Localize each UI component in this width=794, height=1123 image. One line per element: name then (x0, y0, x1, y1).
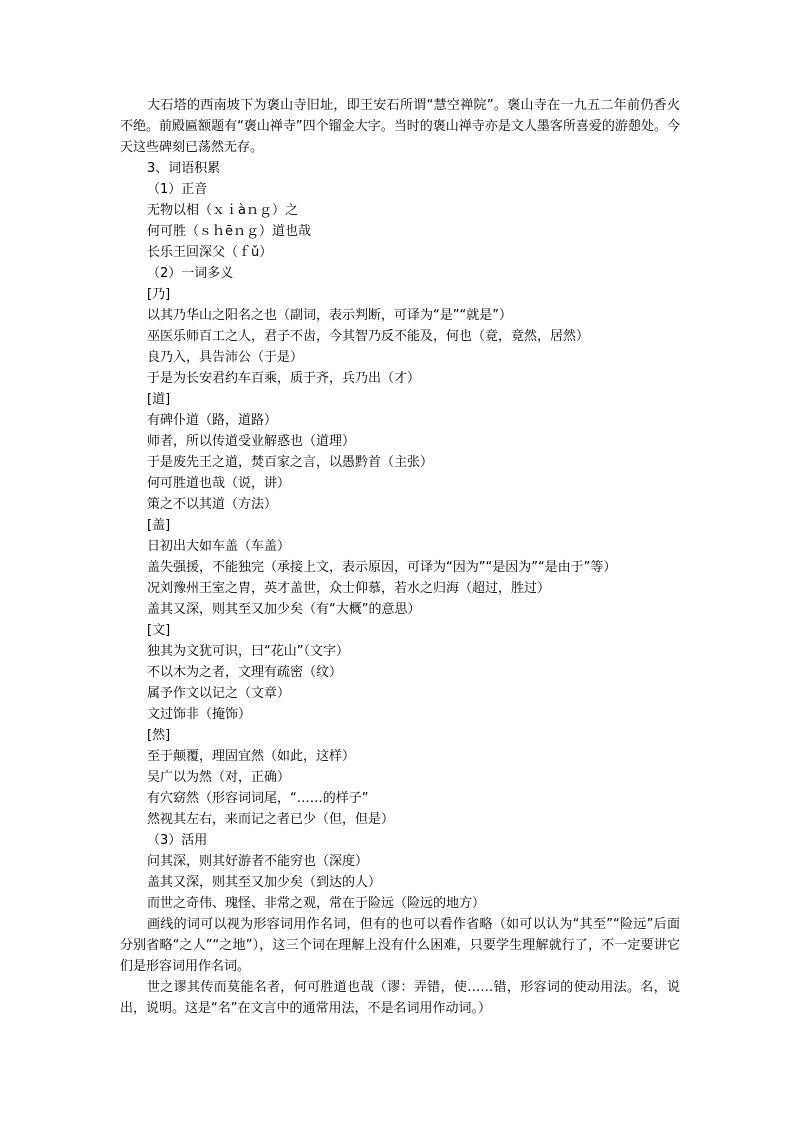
text-line: 文过饰非（掩饰） (147, 707, 252, 722)
text-line: 有碑仆道（路，道路） (147, 413, 278, 428)
text-line: 有穴窈然（形容词词尾，“……的样子” (147, 791, 369, 806)
text-line: 属予作文以记之（文章） (147, 686, 291, 701)
text-line: 而世之奇伟、瑰怪、非常之观，常在于险远（险远的地方） (147, 896, 486, 911)
text-line: （2）一词多义 (147, 266, 234, 281)
text-line: 良乃入，具告沛公（于是） (147, 350, 304, 365)
text-line: 至于颠覆，理固宜然（如此，这样） (147, 749, 356, 764)
intro-paragraph: 大石塔的西南坡下为褒山寺旧址，即王安石所谓“慧空禅院”。褒山寺在一九五二年前仍香火不绝。前殿匾额题有“褒山禅寺”四个镏金大字。当时的褒山禅寺亦是文人墨客所喜爱的游憩处。今天这些碑刻已荡然无存。 (120, 98, 680, 155)
text-line: 以其乃华山之阳名之也（副词，表示判断，可译为“是”“就是”） (147, 308, 512, 323)
document-body (120, 95, 680, 1019)
closing-paragraph-1: 画线的词可以视为形容词用作名词，但有的也可以看作省略（如可以认为“其至”“险远”后面分别省略“之人”“之地”），这三个词在理解上没有什么困难，只要学生理解就行了，不一定要讲它们是形容词用作名词。 (120, 917, 680, 974)
text-line: 何可胜道也哉（说，讲） (147, 476, 291, 491)
text-line: 独其为文犹可识，曰“花山”（文字） (147, 644, 349, 659)
text-line: 然视其左右，来而记之者已少（但，但是） (147, 812, 395, 827)
text-line: 日初出大如车盖（车盖） (147, 539, 291, 554)
text-line: [乃] (147, 287, 171, 302)
text-line: 于是废先王之道，焚百家之言，以愚黔首（主张） (147, 455, 434, 470)
text-line: 况刘豫州王室之胄，英才盖世，众士仰慕，若水之归海（超过，胜过） (147, 581, 551, 596)
text-line: 无物以相（ｘｉàｎｇ）之 (147, 203, 298, 218)
text-line: 师者，所以传道受业解惑也（道理） (147, 434, 356, 449)
text-line: 策之不以其道（方法） (147, 497, 278, 512)
text-line: [文] (147, 623, 171, 638)
text-line: 盖失强援，不能独完（承接上文，表示原因，可译为“因为”“是因为”“是由于”等） (147, 560, 617, 575)
text-line: [道] (147, 392, 171, 407)
text-line: [然] (147, 728, 171, 743)
text-line: 盖其又深，则其至又加少矣（有“大概”的意思） (147, 602, 421, 617)
text-line: [盖] (147, 518, 171, 533)
text-line: 何可胜（ｓｈēｎｇ）道也哉 (147, 224, 311, 239)
text-line: 长乐王回深父（ｆǔ） (147, 245, 273, 260)
text-line: 盖其又深，则其至又加少矣（到达的人） (147, 875, 382, 890)
text-line: 巫医乐师百工之人，君子不齿，今其智乃反不能及，何也（竟，竟然，居然） (147, 329, 590, 344)
closing-paragraph-2: 世之谬其传而莫能名者，何可胜道也哉（谬：弄错，使……错，形容词的使动用法。名，说出，说明。这是“名”在文言中的通常用法，不是名词用作动词。） (120, 980, 680, 1016)
text-line: 不以木为之者，文理有疏密（纹） (147, 665, 343, 680)
text-line: 吴广以为然（对，正确） (147, 770, 291, 785)
vocabulary-section (120, 158, 680, 914)
text-line: （3）活用 (147, 833, 208, 848)
text-line: 问其深，则其好游者不能穷也（深度） (147, 854, 369, 869)
text-line: 3、词语积累 (147, 161, 221, 176)
text-line: （1）正音 (147, 182, 208, 197)
text-line: 于是为长安君约车百乘，质于齐，兵乃出（才） (147, 371, 421, 386)
